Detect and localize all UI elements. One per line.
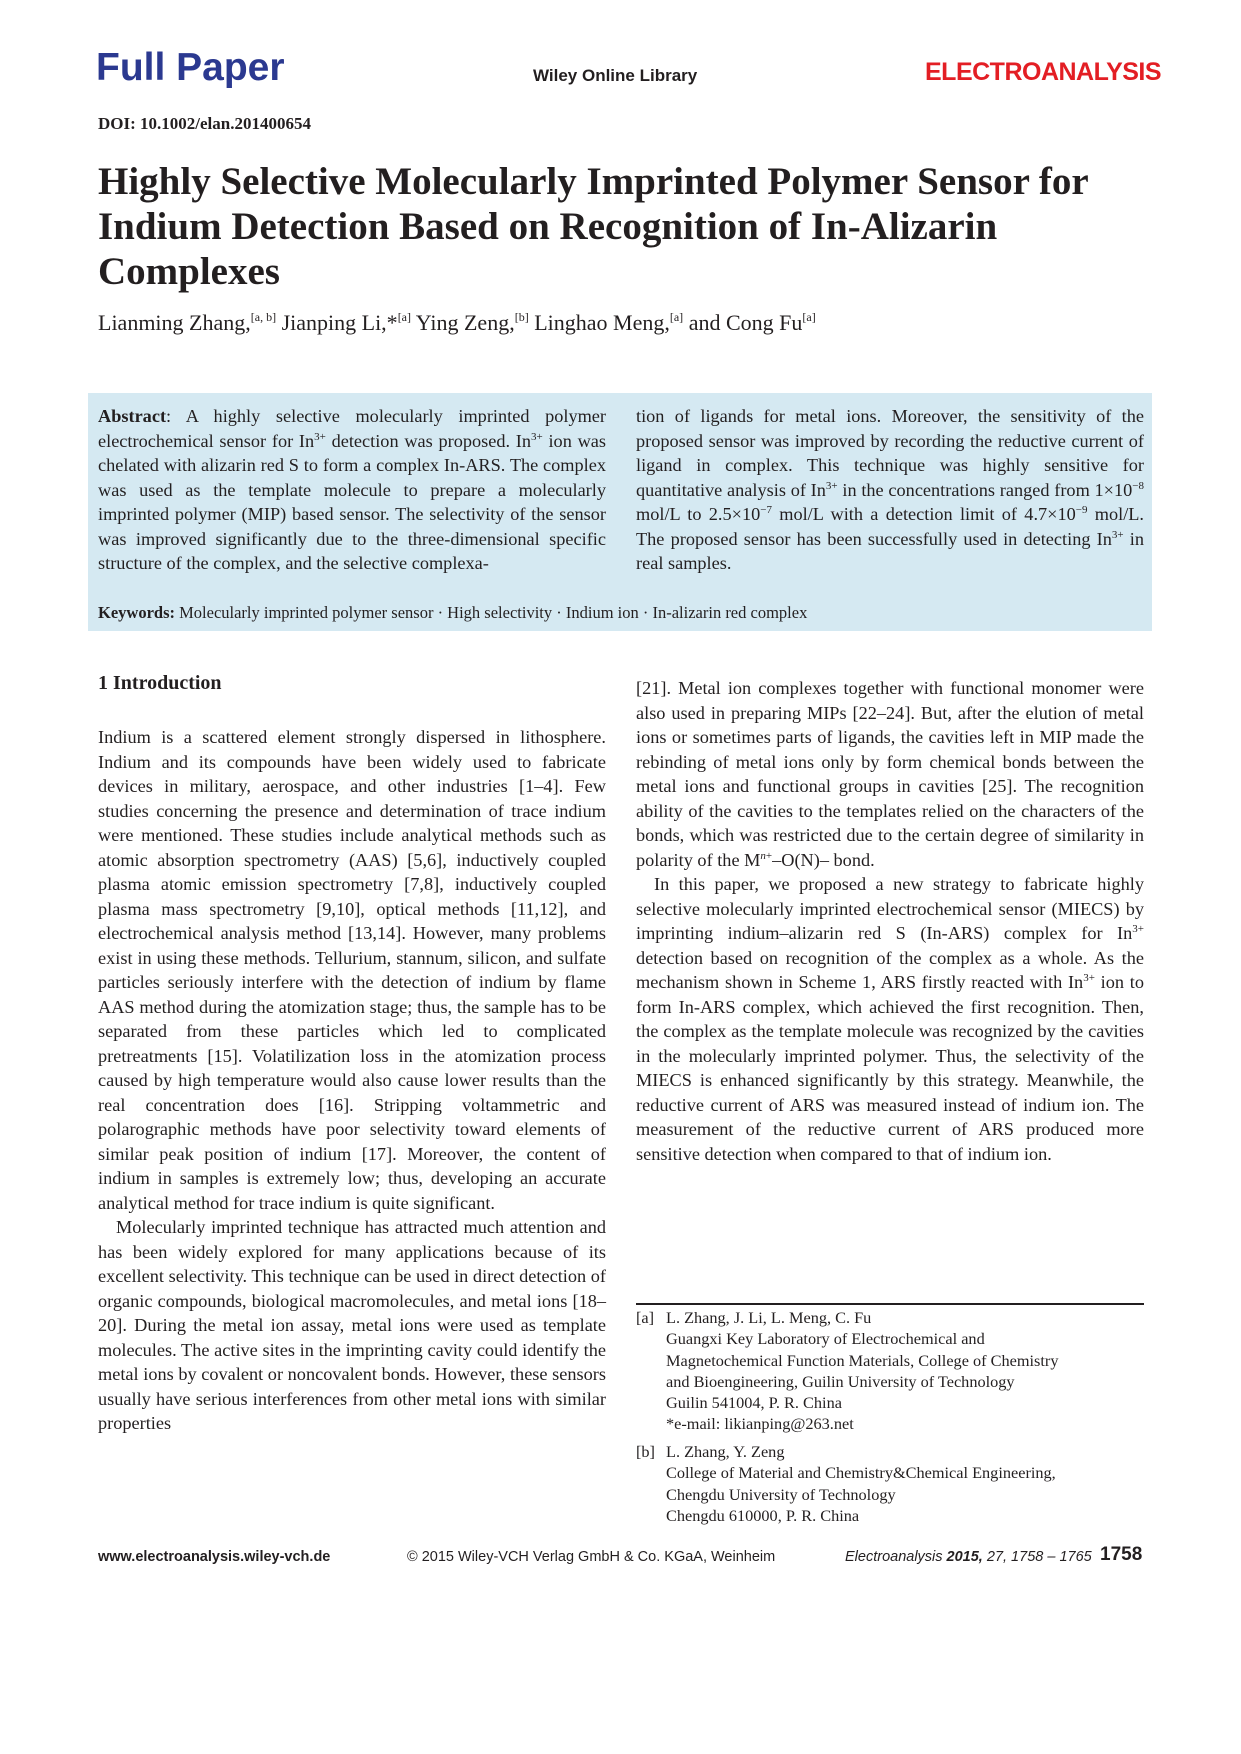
author-affiliation: [a] <box>802 310 816 324</box>
footer-copyright: © 2015 Wiley-VCH Verlag GmbH & Co. KGaA, Weinheim <box>407 1549 776 1565</box>
author-affiliation: [a] <box>397 310 412 324</box>
abstract-text-1: A highly selective molecularly imprinted polymer electrochemical sensor for $In^{3+}$ detection was proposed. $In^{3+}$ ion was chelated with alizarin red S to form a complex In-ARS. The complex was used as the template molecule to prepare a molecularly imprinted polymer (MIP) based sensor. The selectivity of the sensor was improved significantly due to the three-dimensional specific structure of the complex, and the selective complexa- <box>98 406 607 573</box>
affiliation-email[interactable]: *e-mail: likianping@263.net <box>666 1414 854 1434</box>
journal-logo: ELECTROANALYSIS <box>925 58 1162 86</box>
text-column-left <box>98 725 606 1436</box>
affiliation-line: Chengdu 610000, P. R. China <box>666 1505 860 1525</box>
author-name: and Cong Fu <box>688 310 803 335</box>
author-affiliation: [a, b] <box>250 310 277 324</box>
text-column-right <box>636 676 1144 1166</box>
paper-title: Highly Selective Molecularly Imprinted Polymer Sensor for Indium Detection Based on Recognition of In-Alizarin Complexes <box>98 160 1089 293</box>
paragraph: Indium is a scattered element strongly dispersed in lithosphere. Indium and its compounds have been widely used to fabricate devices in military, aerospace, and other industries [1–4]. Few studies concerning the presence and determination of trace indium were mentioned. These studies include analytical methods such as atomic absorption spectrometry (AAS) [5,6], inductively coupled plasma atomic emission spectrometry [7,8], inductively coupled plasma mass spectrometry [9,10], optical methods [11,12], and electrochemical analysis method [13,14]. However, many problems exist in using these methods. Tellurium, stannum, silicon, and sulfate particles seriously interfere with the detection of indium by flame AAS method during the atomization stage; thus, the sample has to be separated from these particles which led to complicated pretreatments [15]. Volatilization loss in the atomization process caused by high temperature would also cause lower results than the real concentration does [16]. Stripping voltammetric and polarographic methods have poor selectivity toward elements of similar peak position of indium [17]. Moreover, the content of indium in samples is extremely low; thus, developing an accurate analytical method for trace indium is quite significant. <box>98 727 606 1213</box>
author-affiliation: [a] <box>669 310 684 324</box>
affiliation-line: L. Zhang, Y. Zeng <box>666 1442 785 1461</box>
page-number: 1758 <box>1100 1544 1143 1565</box>
affiliation-a <box>636 1307 1156 1435</box>
author-name: Jianping Li,* <box>281 310 398 335</box>
author-affiliation: [b] <box>514 310 529 324</box>
keywords <box>98 603 807 623</box>
author-name: Lianming Zhang, <box>98 310 251 335</box>
citation-journal: Electroanalysis <box>845 1549 943 1565</box>
affiliation-line: Guangxi Key Laboratory of Electrochemical and <box>666 1329 985 1349</box>
abstract-column-1: Abstract: A highly selective molecularly imprinted polymer electrochemical sensor for $In^{3+}$ detection was proposed. $In^{3+}$ ion was chelated with alizarin red S to form a complex In-ARS. The complex was used as the template molecule to prepare a molecularly imprinted polymer (MIP) based sensor. The selectivity of the sensor was improved significantly due to the three-dimensional specific structure of the complex, and the selective complexa- <box>98 406 607 573</box>
paragraph: Molecularly imprinted technique has attracted much attention and has been widely explored for many applications because of its excellent selectivity. This technique can be used in direct detection of organic compounds, biological macromolecules, and metal ions [18–20]. During the metal ion assay, metal ions were used as template molecules. The active sites in the imprinting cavity could identify the metal ions by covalent or noncovalent bonds. However, these sensors usually have serious interferences from other metal ions with similar properties <box>98 1217 606 1433</box>
affiliation-line: Chengdu University of Technology <box>666 1484 896 1504</box>
affiliation-line: Magnetochemical Function Materials, College of Chemistry <box>666 1350 1059 1370</box>
section-heading: 1 Introduction <box>98 672 222 694</box>
paragraph: In this paper, we proposed a new strategy to fabricate highly selective molecularly imprinted electrochemical sensor (MIECS) by imprinting indium–alizarin red S (In-ARS) complex for $In^{3+}$ detection based on recognition of the complex as a whole. As the mechanism shown in Scheme 1, ARS firstly reacted with $In^{3+}$ ion to form In-ARS complex, which achieved the first recognition. Then, the complex as the template molecule was recognized by the cavities in the molecularly imprinted polymer. Thus, the selectivity of the MIECS is enhanced significantly by this strategy. Meanwhile, the reductive current of ARS was measured instead of indium ion. The measurement of the reductive current of ARS produced more sensitive detection when compared to that of indium ion. <box>636 874 1144 1164</box>
author-list <box>98 310 816 336</box>
footer-url[interactable]: www.electroanalysis.wiley-vch.de <box>98 1549 331 1565</box>
library-link[interactable]: Wiley Online Library <box>533 66 698 85</box>
keywords-label: Keywords: <box>98 603 175 622</box>
abstract-label: Abstract <box>98 406 167 426</box>
affiliation-tag: [b] <box>636 1442 655 1461</box>
citation-year: 2015, <box>946 1549 983 1565</box>
affiliation-line: Guilin 541004, P. R. China <box>666 1393 842 1413</box>
author-name: Ying Zeng, <box>415 310 515 335</box>
section-label: Full Paper <box>96 46 285 89</box>
affiliation-divider <box>636 1303 1144 1305</box>
affiliation-line: College of Material and Chemistry&Chemical Engineering, <box>666 1463 1056 1483</box>
affiliation-line: L. Zhang, J. Li, L. Meng, C. Fu <box>666 1308 872 1327</box>
citation-volume: 27, 1758 – 1765 <box>986 1549 1092 1565</box>
keywords-text: Molecularly imprinted polymer sensor · High selectivity · Indium ion · In-alizarin red complex <box>179 603 808 622</box>
doi[interactable]: DOI: 10.1002/elan.201400654 <box>98 114 311 133</box>
footer-citation <box>845 1549 1092 1565</box>
paragraph: [21]. Metal ion complexes together with functional monomer were also used in preparing MIPs [22–24]. But, after the elution of metal ions or sometimes parts of ligands, the cavities left in MIP made the rebinding of metal ions only by form chemical bonds between the metal ions and functional groups in cavities [25]. The recognition ability of the cavities to the templates relied on the characters of the bonds, which was restricted due to the certain degree of similarity in polarity of the $M^{n+}-O(N)-$ bond. <box>636 678 1144 870</box>
abstract-text-2: tion of ligands for metal ions. Moreover, the sensitivity of the proposed sensor was improved by recording the reductive current of ligand in complex. This technique was highly sensitive for quantitative analysis of $In^{3+}$ in the concentrations ranged from $1\times 10^{-8}$ mol/L to $2.5\times 10^{-7}$ mol/L with a detection limit of $4.7\times 10^{-9}$ mol/L. The proposed sensor has been successfully used in detecting $In^{3+}$ in real samples. <box>636 406 1145 573</box>
author-name: Linghao Meng, <box>534 310 670 335</box>
affiliation-line: and Bioengineering, Guilin University of Technology <box>666 1371 1015 1391</box>
affiliation-b <box>636 1441 1156 1526</box>
affiliation-tag: [a] <box>636 1308 655 1327</box>
